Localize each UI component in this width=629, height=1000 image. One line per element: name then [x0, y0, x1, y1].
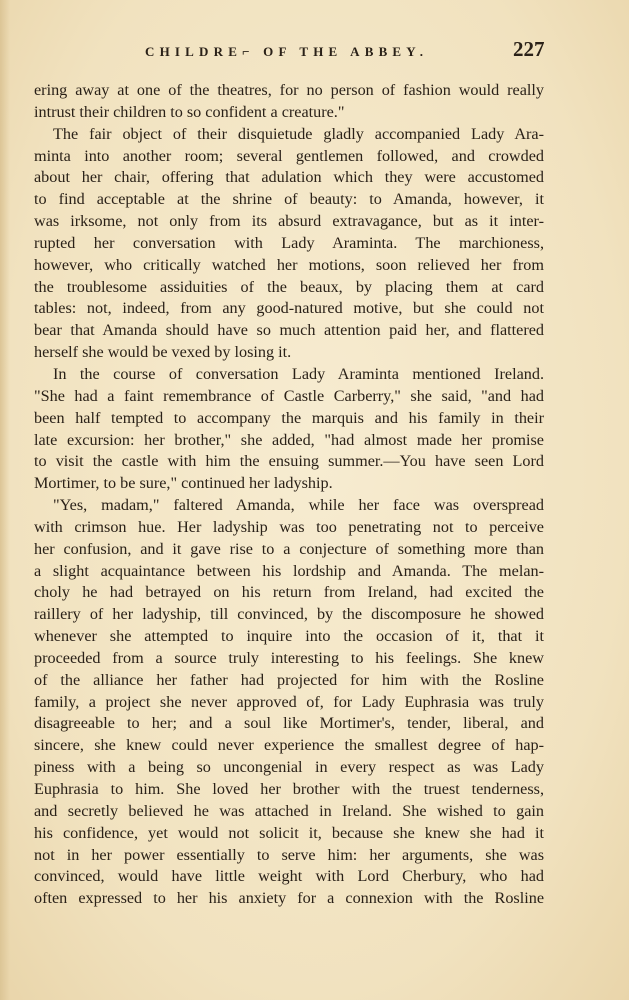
text-line: of the alliance her father had projected for him with the Rosline	[34, 670, 544, 689]
text-line: rupted her conversation with Lady Araminta. The marchioness,	[34, 233, 544, 252]
text-line: often expressed to her his anxiety for a connexion with the Rosline	[34, 889, 544, 908]
text-line: a slight acquaintance between his lordship and Amanda. The melan-	[34, 561, 544, 580]
body-text	[34, 80, 544, 910]
text-line: her confusion, and it gave rise to a conjecture of something more than	[34, 539, 544, 558]
text-line: to visit the castle with him the ensuing summer.—You have seen Lord	[34, 452, 544, 471]
text-line: choly he had betrayed on his return from Ireland, had excited the	[34, 583, 544, 602]
text-line: disagreeable to her; and a soul like Mortimer's, tender, liberal, and	[34, 714, 544, 733]
text-line: convinced, would have little weight with Lord Cherbury, who had	[34, 867, 544, 886]
text-line: bear that Amanda should have so much attention paid her, and flattered	[34, 321, 544, 340]
text-line: not in her power essentially to serve him: her arguments, she was	[34, 845, 544, 864]
page-number: 227	[513, 37, 545, 61]
text-line: the troublesome assiduities of the beaux, by placing them at card	[34, 277, 544, 296]
text-line: however, who critically watched her motions, soon relieved her from	[34, 255, 544, 274]
page-edge-shadow	[0, 0, 10, 1000]
text-line: whenever she attempted to inquire into the occasion of it, that it	[34, 627, 544, 646]
text-line: proceeded from a source truly interesting to his feelings. She knew	[34, 648, 544, 667]
text-line: been half tempted to accompany the marquis and his family in their	[34, 408, 544, 427]
text-line: and secretly believed he was attached in Ireland. She wished to gain	[34, 801, 544, 820]
text-line: to find acceptable at the shrine of beauty: to Amanda, however, it	[34, 190, 544, 209]
text-line: In the course of conversation Lady Araminta mentioned Ireland.	[53, 364, 544, 383]
running-header: CHILDRE⌐ OF THE ABBEY.	[145, 44, 429, 59]
text-line: "She had a faint remembrance of Castle Carberry," she said, "and had	[34, 386, 544, 405]
text-line: herself she would be vexed by losing it.	[34, 343, 292, 362]
text-line: The fair object of their disquietude gladly accompanied Lady Ara-	[53, 124, 544, 143]
text-line: Euphrasia to him. She loved her brother with the truest tenderness,	[34, 780, 544, 798]
text-line: "Yes, madam," faltered Amanda, while her face was overspread	[53, 496, 544, 515]
text-line: about her chair, offering that adulation which they were accustomed	[34, 168, 544, 187]
text-line: late excursion: her brother," she added, "had almost made her promise	[34, 430, 544, 449]
text-line: intrust their children to so confident a creature."	[34, 102, 345, 121]
text-line: Mortimer, to be sure," continued her ladyship.	[34, 474, 333, 493]
text-line: ering away at one of the theatres, for no person of fashion would really	[34, 81, 544, 99]
text-line: raillery of her ladyship, till convinced, by the discomposure he showed	[34, 605, 544, 624]
text-line: piness with a being so uncongenial in every respect as was Lady	[34, 758, 544, 777]
text-line: tables: not, indeed, from any good-natured motive, but she could not	[34, 299, 544, 318]
text-line: sincere, she knew could never experience the smallest degree of hap-	[34, 736, 544, 755]
text-line: minta into another room; several gentlemen followed, and crowded	[34, 146, 544, 165]
text-line: with crimson hue. Her ladyship was too penetrating not to perceive	[34, 517, 544, 536]
text-line: his confidence, yet would not solicit it, because she knew she had it	[34, 823, 544, 842]
text-line: family, a project she never approved of, for Lady Euphrasia was truly	[34, 692, 544, 711]
text-line: was irksome, not only from its absurd extravagance, but as it inter-	[34, 212, 544, 231]
